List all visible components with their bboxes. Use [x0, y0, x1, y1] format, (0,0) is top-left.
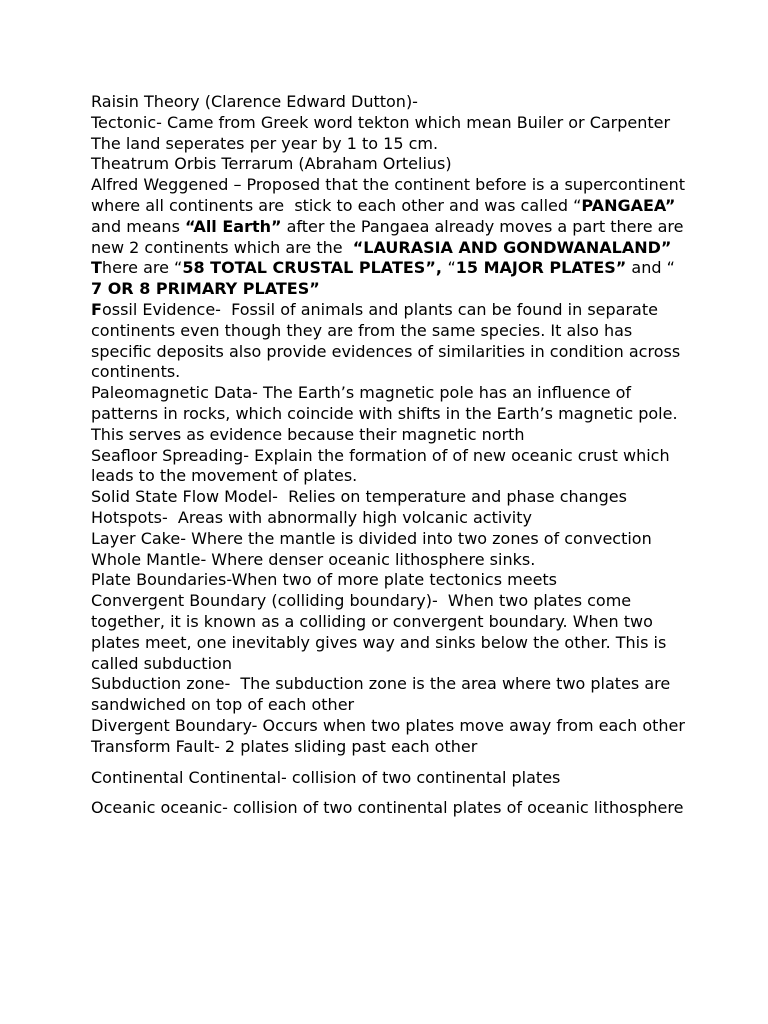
convergent-paragraph: Convergent Boundary (colliding boundary)- When two plates come together, it is known as a colliding or convergent boundary. When two plates meet, one inevitably gives way and sinks below the other. This is called subduction [91, 591, 672, 673]
major-plates-term: 15 MAJOR PLATES” [455, 258, 627, 278]
plates-text-3: and “ [626, 258, 680, 278]
fossil-paragraph [91, 300, 691, 383]
alfred-text-1: Alfred Weggened – Proposed that the continent before is a supercontinent where all continents are stick to each other and was called “ [91, 175, 691, 215]
whole-mantle-line: Whole Mantle- Where denser oceanic lithosphere sinks. [91, 549, 536, 569]
fossil-initial: F [91, 299, 102, 319]
oceanic-paragraph: Oceanic oceanic- collision of two continental plates of oceanic lithosphere [91, 798, 684, 818]
plates-text-2: “ [447, 258, 456, 278]
solid-state-line: Solid State Flow Model- Relies on temperature and phase changes [91, 487, 627, 507]
pangaea-term: PANGAEA” [581, 195, 676, 215]
transform-line: Transform Fault- 2 plates sliding past each other [91, 736, 478, 756]
alfred-text-2: and means [91, 195, 681, 236]
hotspots-line: Hotspots- Areas with abnormally high volcanic activity [91, 507, 532, 527]
plates-text-1: here are “ [101, 258, 183, 278]
all-earth-term: “All Earth” [184, 216, 282, 236]
alfred-paragraph [91, 175, 691, 258]
alfred-text-3: after the Pangaea already moves a part there are new 2 continents which are the [91, 216, 689, 257]
plates-paragraph [91, 258, 691, 300]
divergent-paragraph: Divergent Boundary- Occurs when two plates move away from each other [91, 715, 685, 735]
paleomagnetic-paragraph: Paleomagnetic Data- The Earth’s magnetic pole has an influence of patterns in rocks, which coincide with shifts in the Earth’s magnetic pole. This serves as evidence because their magnetic north [91, 383, 683, 444]
subduction-paragraph: Subduction zone- The subduction zone is the area where two plates are sandwiched on top of each other [91, 674, 676, 715]
land-separates-line: The land seperates per year by 1 to 15 cm. [91, 133, 439, 153]
layer-cake-line: Layer Cake- Where the mantle is divided into two zones of convection [91, 528, 652, 548]
seafloor-paragraph: Seafloor Spreading- Explain the formation of of new oceanic crust which leads to the movement of plates. [91, 445, 675, 486]
total-plates-term: 58 TOTAL CRUSTAL PLATES”, [182, 258, 448, 278]
document-page [91, 92, 691, 819]
raisin-theory-line: Raisin Theory (Clarence Edward Dutton)- [91, 92, 418, 111]
plate-boundaries-line: Plate Boundaries-When two of more plate tectonics meets [91, 570, 558, 590]
theatrum-line: Theatrum Orbis Terrarum (Abraham Ortelius) [91, 154, 452, 174]
continental-line: Continental Continental- collision of two continental plates [91, 767, 561, 787]
laurasia-term: “LAURASIA AND GONDWANALAND” [352, 237, 672, 257]
tectonic-line: Tectonic- Came from Greek word tekton which mean Builer or Carpenter [91, 112, 671, 132]
primary-plates-term: 7 OR 8 PRIMARY PLATES” [91, 279, 320, 299]
fossil-text: ossil Evidence- Fossil of animals and plants can be found in separate continents even though they are from the same species. It also has specific deposits also provide evidences of similarities in condition across continents. [91, 299, 686, 382]
plates-initial: T [91, 258, 102, 278]
